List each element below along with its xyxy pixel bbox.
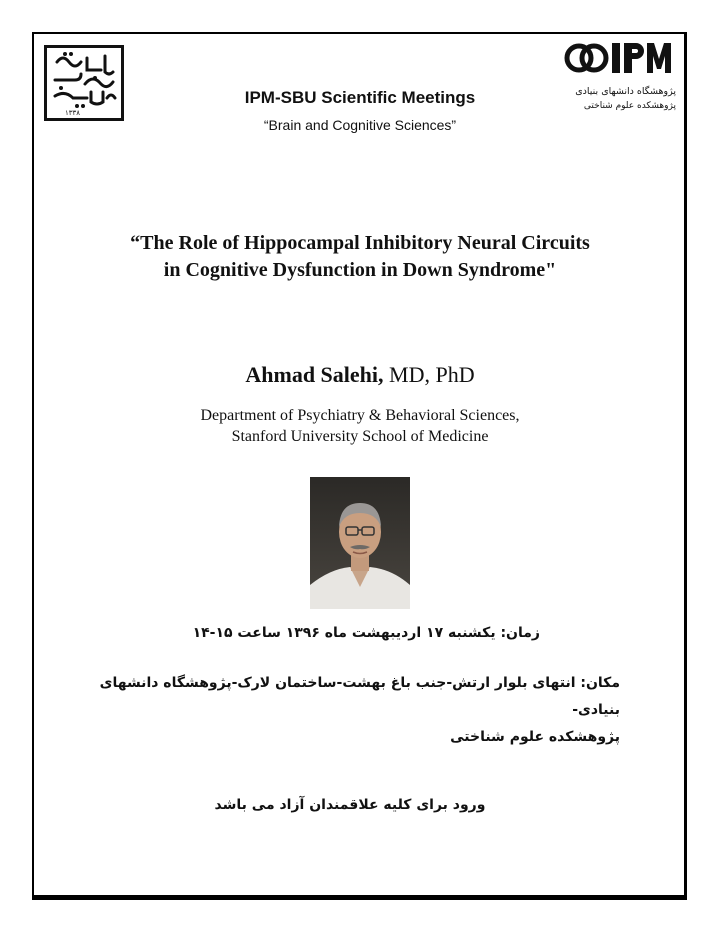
ipm-subtitle xyxy=(560,84,676,114)
speaker-degrees: MD, PhD xyxy=(383,362,475,387)
speaker-affiliation xyxy=(60,405,660,447)
meeting-title: IPM-SBU Scientific Meetings xyxy=(244,88,476,107)
meeting-subtitle: “Brain and Cognitive Sciences” xyxy=(263,117,457,133)
sbu-university-logo xyxy=(44,45,124,121)
event-time: زمان: یکشنبه ۱۷ اردیبهشت ماه ۱۳۹۶ ساعت ۱۵-۱۴ xyxy=(192,625,540,641)
speaker-portrait-icon xyxy=(310,477,410,609)
ipm-logo-icon xyxy=(564,38,676,78)
affiliation-line2: Stanford University School of Medicine xyxy=(231,428,489,445)
entry-note: ورود برای کلیه علاقمندان آزاد می باشد xyxy=(214,797,486,813)
event-place-line2: پژوهشکده علوم شناختی xyxy=(450,729,620,745)
talk-title-line2: in Cognitive Dysfunction in Down Syndrome" xyxy=(163,259,557,281)
speaker-photo xyxy=(310,477,410,609)
event-place xyxy=(80,670,620,751)
affiliation-line1: Department of Psychiatry & Behavioral Sciences, xyxy=(200,407,520,424)
ipm-subtitle-line2: پژوهشکده علوم شناختی xyxy=(583,101,676,111)
svg-text:۱۳۳۸: ۱۳۳۸ xyxy=(65,109,81,117)
speaker-line xyxy=(60,362,660,388)
talk-title-line1: “The Role of Hippocampal Inhibitory Neural Circuits xyxy=(130,232,590,254)
page-border xyxy=(32,32,687,900)
ipm-logo xyxy=(564,38,676,78)
sbu-university-seal-icon xyxy=(47,48,121,118)
speaker-name: Ahmad Salehi, xyxy=(245,362,384,387)
ipm-subtitle-line1: پژوهشگاه دانشهای بنیادی xyxy=(575,86,676,97)
event-place-line1: مکان: انتهای بلوار ارتش-جنب باغ بهشت-ساختمان لارک-پژوهشگاه دانشهای بنیادی- xyxy=(99,675,620,718)
talk-title xyxy=(50,230,670,284)
